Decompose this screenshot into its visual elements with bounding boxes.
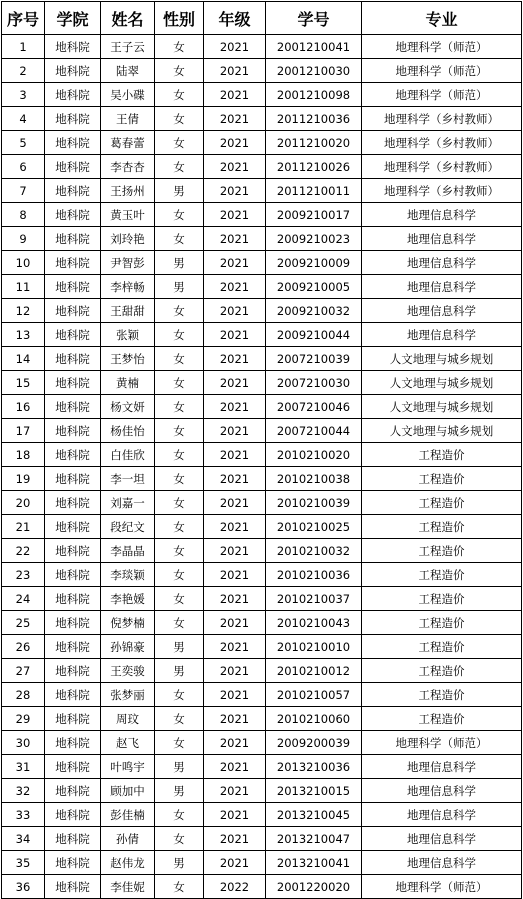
cell-gender: 男 <box>155 275 204 299</box>
cell-year: 2021 <box>204 587 266 611</box>
cell-major: 地理科学（师范） <box>362 875 522 899</box>
cell-name: 孙锦豪 <box>101 635 155 659</box>
cell-gender: 女 <box>155 491 204 515</box>
cell-gender: 女 <box>155 467 204 491</box>
cell-name: 陆翠 <box>101 59 155 83</box>
header-school: 学院 <box>45 2 101 35</box>
cell-school: 地科院 <box>45 683 101 707</box>
student-roster-table <box>1 1 522 899</box>
cell-major: 地理信息科学 <box>362 323 522 347</box>
cell-major: 工程造价 <box>362 563 522 587</box>
cell-index: 2 <box>2 59 45 83</box>
cell-student-id: 2001210098 <box>266 83 362 107</box>
cell-name: 叶鸣宇 <box>101 755 155 779</box>
cell-year: 2021 <box>204 659 266 683</box>
cell-name: 王梦怡 <box>101 347 155 371</box>
cell-index: 1 <box>2 35 45 59</box>
cell-major: 工程造价 <box>362 539 522 563</box>
cell-school: 地科院 <box>45 35 101 59</box>
cell-school: 地科院 <box>45 251 101 275</box>
cell-major: 地理科学（乡村教师） <box>362 131 522 155</box>
cell-school: 地科院 <box>45 299 101 323</box>
header-major: 专业 <box>362 2 522 35</box>
cell-year: 2021 <box>204 755 266 779</box>
cell-name: 葛春蕾 <box>101 131 155 155</box>
cell-gender: 女 <box>155 419 204 443</box>
cell-school: 地科院 <box>45 347 101 371</box>
cell-index: 16 <box>2 395 45 419</box>
table-row <box>2 635 522 659</box>
cell-student-id: 2011210026 <box>266 155 362 179</box>
cell-major: 工程造价 <box>362 635 522 659</box>
cell-major: 工程造价 <box>362 443 522 467</box>
cell-gender: 男 <box>155 851 204 875</box>
cell-student-id: 2007210044 <box>266 419 362 443</box>
cell-index: 22 <box>2 539 45 563</box>
cell-student-id: 2009210017 <box>266 203 362 227</box>
table-row <box>2 371 522 395</box>
table-row <box>2 491 522 515</box>
cell-major: 工程造价 <box>362 659 522 683</box>
table-row <box>2 707 522 731</box>
cell-school: 地科院 <box>45 83 101 107</box>
cell-gender: 女 <box>155 107 204 131</box>
table-row <box>2 203 522 227</box>
cell-index: 20 <box>2 491 45 515</box>
table-row <box>2 803 522 827</box>
table-row <box>2 323 522 347</box>
table-row <box>2 299 522 323</box>
cell-gender: 女 <box>155 203 204 227</box>
cell-year: 2021 <box>204 635 266 659</box>
cell-student-id: 2010210025 <box>266 515 362 539</box>
cell-school: 地科院 <box>45 587 101 611</box>
cell-year: 2021 <box>204 851 266 875</box>
cell-gender: 女 <box>155 539 204 563</box>
table-row <box>2 347 522 371</box>
cell-school: 地科院 <box>45 827 101 851</box>
cell-name: 李晶晶 <box>101 539 155 563</box>
cell-year: 2021 <box>204 227 266 251</box>
cell-year: 2021 <box>204 395 266 419</box>
cell-index: 28 <box>2 683 45 707</box>
cell-school: 地科院 <box>45 635 101 659</box>
cell-student-id: 2001220020 <box>266 875 362 899</box>
header-gender: 性别 <box>155 2 204 35</box>
cell-index: 21 <box>2 515 45 539</box>
cell-school: 地科院 <box>45 323 101 347</box>
cell-name: 黄玉叶 <box>101 203 155 227</box>
cell-major: 地理信息科学 <box>362 755 522 779</box>
cell-year: 2022 <box>204 875 266 899</box>
cell-school: 地科院 <box>45 227 101 251</box>
cell-gender: 女 <box>155 443 204 467</box>
cell-student-id: 2009210005 <box>266 275 362 299</box>
cell-major: 地理科学（师范） <box>362 59 522 83</box>
cell-year: 2021 <box>204 443 266 467</box>
cell-year: 2021 <box>204 83 266 107</box>
cell-gender: 女 <box>155 35 204 59</box>
cell-school: 地科院 <box>45 563 101 587</box>
cell-major: 人文地理与城乡规划 <box>362 419 522 443</box>
table-row <box>2 35 522 59</box>
cell-major: 工程造价 <box>362 491 522 515</box>
cell-index: 24 <box>2 587 45 611</box>
cell-name: 王奕骏 <box>101 659 155 683</box>
cell-year: 2021 <box>204 707 266 731</box>
cell-major: 工程造价 <box>362 467 522 491</box>
cell-year: 2021 <box>204 179 266 203</box>
cell-gender: 女 <box>155 587 204 611</box>
header-student-id: 学号 <box>266 2 362 35</box>
table-row <box>2 419 522 443</box>
cell-year: 2021 <box>204 107 266 131</box>
cell-school: 地科院 <box>45 131 101 155</box>
cell-name: 李梓畅 <box>101 275 155 299</box>
cell-year: 2021 <box>204 203 266 227</box>
cell-gender: 男 <box>155 179 204 203</box>
cell-student-id: 2013210041 <box>266 851 362 875</box>
cell-year: 2021 <box>204 467 266 491</box>
cell-index: 35 <box>2 851 45 875</box>
table-row <box>2 83 522 107</box>
cell-year: 2021 <box>204 371 266 395</box>
cell-major: 地理信息科学 <box>362 779 522 803</box>
header-row <box>2 2 522 35</box>
table-row <box>2 467 522 491</box>
cell-index: 6 <box>2 155 45 179</box>
cell-name: 彭佳楠 <box>101 803 155 827</box>
cell-year: 2021 <box>204 491 266 515</box>
cell-student-id: 2010210060 <box>266 707 362 731</box>
cell-index: 15 <box>2 371 45 395</box>
cell-major: 地理信息科学 <box>362 851 522 875</box>
cell-major: 工程造价 <box>362 515 522 539</box>
cell-name: 王倩 <box>101 107 155 131</box>
cell-student-id: 2009210032 <box>266 299 362 323</box>
cell-major: 地理科学（师范） <box>362 83 522 107</box>
cell-school: 地科院 <box>45 179 101 203</box>
table-row <box>2 875 522 899</box>
cell-school: 地科院 <box>45 491 101 515</box>
cell-gender: 女 <box>155 59 204 83</box>
table-row <box>2 779 522 803</box>
cell-student-id: 2010210057 <box>266 683 362 707</box>
cell-name: 赵飞 <box>101 731 155 755</box>
cell-gender: 女 <box>155 683 204 707</box>
table-row <box>2 59 522 83</box>
cell-gender: 女 <box>155 131 204 155</box>
cell-major: 地理信息科学 <box>362 299 522 323</box>
cell-student-id: 2011210020 <box>266 131 362 155</box>
cell-student-id: 2010210037 <box>266 587 362 611</box>
cell-gender: 女 <box>155 563 204 587</box>
table-row <box>2 443 522 467</box>
cell-name: 倪梦楠 <box>101 611 155 635</box>
cell-student-id: 2007210030 <box>266 371 362 395</box>
cell-student-id: 2010210032 <box>266 539 362 563</box>
cell-index: 13 <box>2 323 45 347</box>
cell-name: 孙倩 <box>101 827 155 851</box>
cell-index: 30 <box>2 731 45 755</box>
cell-school: 地科院 <box>45 275 101 299</box>
cell-school: 地科院 <box>45 467 101 491</box>
cell-year: 2021 <box>204 35 266 59</box>
cell-school: 地科院 <box>45 371 101 395</box>
cell-gender: 女 <box>155 875 204 899</box>
cell-school: 地科院 <box>45 539 101 563</box>
cell-major: 工程造价 <box>362 587 522 611</box>
cell-school: 地科院 <box>45 155 101 179</box>
cell-student-id: 2013210036 <box>266 755 362 779</box>
cell-student-id: 2013210015 <box>266 779 362 803</box>
cell-index: 11 <box>2 275 45 299</box>
cell-index: 9 <box>2 227 45 251</box>
cell-gender: 女 <box>155 827 204 851</box>
table-row <box>2 227 522 251</box>
cell-index: 3 <box>2 83 45 107</box>
cell-index: 31 <box>2 755 45 779</box>
cell-year: 2021 <box>204 803 266 827</box>
cell-gender: 女 <box>155 323 204 347</box>
cell-gender: 男 <box>155 251 204 275</box>
table-header <box>2 2 522 35</box>
cell-year: 2021 <box>204 155 266 179</box>
cell-major: 人文地理与城乡规划 <box>362 395 522 419</box>
table-row <box>2 539 522 563</box>
cell-major: 地理信息科学 <box>362 803 522 827</box>
cell-name: 李琰颖 <box>101 563 155 587</box>
header-year: 年级 <box>204 2 266 35</box>
cell-gender: 女 <box>155 347 204 371</box>
table-body <box>2 35 522 899</box>
cell-major: 地理信息科学 <box>362 827 522 851</box>
cell-student-id: 2010210010 <box>266 635 362 659</box>
cell-name: 吴小碟 <box>101 83 155 107</box>
cell-index: 8 <box>2 203 45 227</box>
cell-year: 2021 <box>204 827 266 851</box>
cell-index: 25 <box>2 611 45 635</box>
cell-name: 杨文妍 <box>101 395 155 419</box>
cell-name: 王甜甜 <box>101 299 155 323</box>
cell-school: 地科院 <box>45 755 101 779</box>
cell-school: 地科院 <box>45 443 101 467</box>
cell-major: 人文地理与城乡规划 <box>362 347 522 371</box>
cell-school: 地科院 <box>45 779 101 803</box>
cell-student-id: 2007210046 <box>266 395 362 419</box>
table-row <box>2 179 522 203</box>
cell-student-id: 2011210036 <box>266 107 362 131</box>
cell-gender: 男 <box>155 659 204 683</box>
cell-index: 27 <box>2 659 45 683</box>
cell-student-id: 2001210030 <box>266 59 362 83</box>
cell-name: 赵伟龙 <box>101 851 155 875</box>
cell-name: 张颖 <box>101 323 155 347</box>
cell-year: 2021 <box>204 347 266 371</box>
table-row <box>2 563 522 587</box>
cell-index: 18 <box>2 443 45 467</box>
cell-name: 尹智彭 <box>101 251 155 275</box>
cell-gender: 女 <box>155 803 204 827</box>
cell-school: 地科院 <box>45 59 101 83</box>
cell-year: 2021 <box>204 683 266 707</box>
cell-year: 2021 <box>204 611 266 635</box>
cell-name: 王子云 <box>101 35 155 59</box>
table-row <box>2 251 522 275</box>
cell-school: 地科院 <box>45 875 101 899</box>
cell-major: 地理科学（乡村教师） <box>362 155 522 179</box>
cell-name: 刘嘉一 <box>101 491 155 515</box>
cell-gender: 女 <box>155 707 204 731</box>
cell-name: 王扬州 <box>101 179 155 203</box>
table-row <box>2 683 522 707</box>
table-row <box>2 155 522 179</box>
cell-major: 人文地理与城乡规划 <box>362 371 522 395</box>
cell-name: 李佳妮 <box>101 875 155 899</box>
cell-gender: 女 <box>155 371 204 395</box>
cell-school: 地科院 <box>45 659 101 683</box>
cell-year: 2021 <box>204 563 266 587</box>
cell-name: 李一坦 <box>101 467 155 491</box>
cell-gender: 女 <box>155 227 204 251</box>
cell-index: 36 <box>2 875 45 899</box>
cell-name: 段纪文 <box>101 515 155 539</box>
cell-major: 地理科学（乡村教师） <box>362 107 522 131</box>
cell-major: 地理信息科学 <box>362 227 522 251</box>
cell-student-id: 2001210041 <box>266 35 362 59</box>
cell-student-id: 2010210012 <box>266 659 362 683</box>
cell-gender: 男 <box>155 755 204 779</box>
header-name: 姓名 <box>101 2 155 35</box>
cell-year: 2021 <box>204 731 266 755</box>
cell-student-id: 2010210039 <box>266 491 362 515</box>
cell-gender: 男 <box>155 779 204 803</box>
cell-year: 2021 <box>204 59 266 83</box>
cell-name: 周玟 <box>101 707 155 731</box>
cell-year: 2021 <box>204 131 266 155</box>
cell-major: 地理科学（师范） <box>362 35 522 59</box>
table-row <box>2 275 522 299</box>
cell-index: 10 <box>2 251 45 275</box>
cell-gender: 女 <box>155 611 204 635</box>
cell-gender: 女 <box>155 155 204 179</box>
cell-name: 杨佳怡 <box>101 419 155 443</box>
cell-school: 地科院 <box>45 515 101 539</box>
cell-name: 张梦丽 <box>101 683 155 707</box>
cell-gender: 女 <box>155 731 204 755</box>
cell-student-id: 2010210038 <box>266 467 362 491</box>
cell-student-id: 2010210036 <box>266 563 362 587</box>
cell-year: 2021 <box>204 275 266 299</box>
table-row <box>2 827 522 851</box>
cell-index: 23 <box>2 563 45 587</box>
header-index: 序号 <box>2 2 45 35</box>
cell-major: 地理信息科学 <box>362 203 522 227</box>
cell-student-id: 2013210045 <box>266 803 362 827</box>
table-row <box>2 515 522 539</box>
cell-student-id: 2010210043 <box>266 611 362 635</box>
cell-year: 2021 <box>204 251 266 275</box>
cell-major: 地理科学（师范） <box>362 731 522 755</box>
cell-school: 地科院 <box>45 419 101 443</box>
cell-school: 地科院 <box>45 803 101 827</box>
cell-index: 26 <box>2 635 45 659</box>
cell-major: 地理科学（乡村教师） <box>362 179 522 203</box>
table-row <box>2 851 522 875</box>
cell-gender: 女 <box>155 299 204 323</box>
cell-school: 地科院 <box>45 203 101 227</box>
cell-index: 7 <box>2 179 45 203</box>
cell-index: 5 <box>2 131 45 155</box>
cell-student-id: 2009200039 <box>266 731 362 755</box>
cell-student-id: 2007210039 <box>266 347 362 371</box>
cell-student-id: 2010210020 <box>266 443 362 467</box>
cell-index: 14 <box>2 347 45 371</box>
cell-index: 12 <box>2 299 45 323</box>
cell-index: 34 <box>2 827 45 851</box>
cell-school: 地科院 <box>45 731 101 755</box>
cell-gender: 男 <box>155 635 204 659</box>
cell-name: 顾加中 <box>101 779 155 803</box>
cell-major: 地理信息科学 <box>362 251 522 275</box>
cell-student-id: 2009210044 <box>266 323 362 347</box>
table-row <box>2 107 522 131</box>
table-row <box>2 611 522 635</box>
cell-index: 4 <box>2 107 45 131</box>
cell-major: 工程造价 <box>362 707 522 731</box>
cell-major: 地理信息科学 <box>362 275 522 299</box>
cell-school: 地科院 <box>45 707 101 731</box>
cell-year: 2021 <box>204 539 266 563</box>
cell-name: 李艳媛 <box>101 587 155 611</box>
cell-student-id: 2013210047 <box>266 827 362 851</box>
cell-name: 李杏杏 <box>101 155 155 179</box>
table-row <box>2 395 522 419</box>
cell-index: 29 <box>2 707 45 731</box>
cell-index: 33 <box>2 803 45 827</box>
cell-gender: 女 <box>155 515 204 539</box>
cell-year: 2021 <box>204 419 266 443</box>
table-row <box>2 731 522 755</box>
cell-year: 2021 <box>204 323 266 347</box>
cell-school: 地科院 <box>45 395 101 419</box>
cell-student-id: 2009210023 <box>266 227 362 251</box>
table-row <box>2 587 522 611</box>
cell-name: 刘玲艳 <box>101 227 155 251</box>
cell-index: 32 <box>2 779 45 803</box>
cell-index: 17 <box>2 419 45 443</box>
cell-student-id: 2011210011 <box>266 179 362 203</box>
cell-year: 2021 <box>204 779 266 803</box>
cell-name: 黄楠 <box>101 371 155 395</box>
cell-gender: 女 <box>155 395 204 419</box>
cell-school: 地科院 <box>45 107 101 131</box>
cell-year: 2021 <box>204 515 266 539</box>
cell-school: 地科院 <box>45 611 101 635</box>
table-row <box>2 659 522 683</box>
cell-index: 19 <box>2 467 45 491</box>
cell-student-id: 2009210009 <box>266 251 362 275</box>
cell-school: 地科院 <box>45 851 101 875</box>
cell-year: 2021 <box>204 299 266 323</box>
cell-gender: 女 <box>155 83 204 107</box>
table-row <box>2 755 522 779</box>
cell-name: 白佳欣 <box>101 443 155 467</box>
cell-major: 工程造价 <box>362 683 522 707</box>
table-row <box>2 131 522 155</box>
cell-major: 工程造价 <box>362 611 522 635</box>
